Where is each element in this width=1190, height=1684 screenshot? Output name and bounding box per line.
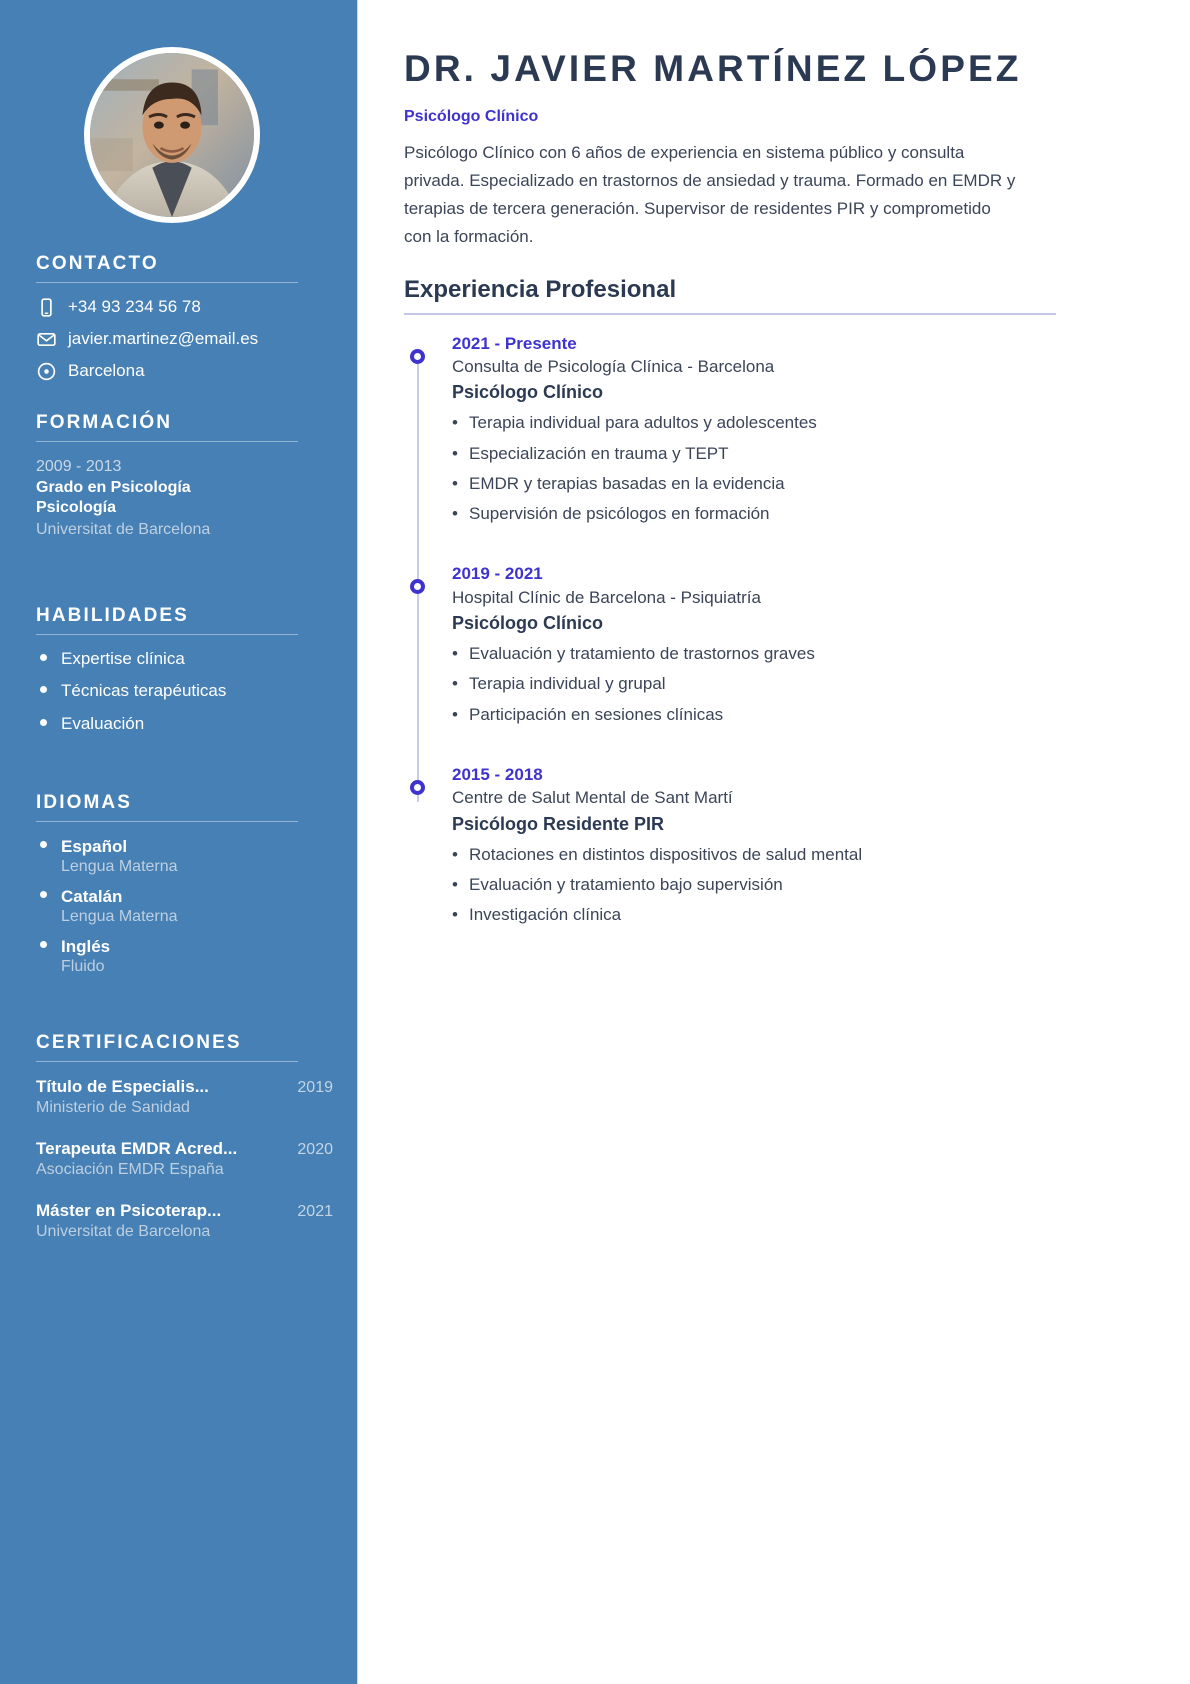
certification-item <box>36 1138 333 1181</box>
experience-dates: 2021 - Presente <box>452 333 577 353</box>
list-item: • Supervisión de psicólogos en formación <box>452 499 1090 529</box>
list-item: • Investigación clínica <box>452 900 1090 930</box>
skill-label: Evaluación <box>61 713 145 733</box>
list-item: • Terapia individual para adultos y adolescentes <box>452 408 1090 438</box>
divider <box>36 634 298 635</box>
experience-item <box>452 764 1090 930</box>
contact-item-phone[interactable] <box>36 297 333 318</box>
list-item <box>36 714 333 734</box>
certification-issuer: Universitat de Barcelona <box>36 1223 211 1241</box>
experience-position: Psicólogo Residente PIR <box>452 813 665 834</box>
list-item <box>36 936 333 978</box>
divider <box>36 441 298 442</box>
sidebar-heading-certifications: CERTIFICACIONES <box>36 1032 242 1054</box>
languages-list <box>36 836 333 978</box>
certification-name: Título de Especialis... <box>36 1077 209 1097</box>
certification-item <box>36 1200 333 1243</box>
certification-issuer: Ministerio de Sanidad <box>36 1099 190 1117</box>
language-level: Lengua Materna <box>61 908 178 926</box>
list-item <box>36 886 333 928</box>
bullet-icon <box>40 941 47 948</box>
job-title: Psicólogo Clínico <box>404 107 539 125</box>
spacer <box>36 545 333 575</box>
language-name: Español <box>61 836 128 856</box>
experience-position: Psicólogo Clínico <box>452 613 604 634</box>
experience-dates: 2019 - 2021 <box>452 564 543 584</box>
profile-photo-wrap <box>36 0 333 223</box>
experience-bullets <box>452 408 1090 529</box>
list-item: • EMDR y terapias basadas en la evidencia <box>452 469 1090 499</box>
divider <box>36 1061 298 1062</box>
certification-year: 2020 <box>297 1140 333 1158</box>
education-dates: 2009 - 2013 <box>36 458 122 475</box>
skill-label: Técnicas terapéuticas <box>61 681 227 701</box>
experience-bullets <box>452 639 1090 730</box>
spacer <box>36 986 333 1002</box>
education-item <box>36 456 333 541</box>
sidebar-heading-languages: IDIOMAS <box>36 791 132 813</box>
skills-list <box>36 649 333 734</box>
certification-year: 2019 <box>297 1079 333 1097</box>
list-item: • Participación en sesiones clínicas <box>452 700 1090 730</box>
avatar <box>84 47 260 223</box>
contact-item-email[interactable] <box>36 329 333 350</box>
list-item: • Evaluación y tratamiento de trastornos graves <box>452 639 1090 669</box>
language-level: Lengua Materna <box>61 858 178 876</box>
bullet-icon <box>40 841 47 848</box>
phone-icon <box>36 297 57 318</box>
bullet-icon <box>40 654 47 661</box>
experience-bullets <box>452 840 1090 931</box>
sidebar-heading-education: FORMACIÓN <box>36 412 173 433</box>
bullet-icon <box>40 686 47 693</box>
timeline-marker-icon <box>410 579 425 594</box>
certification-year: 2021 <box>297 1202 333 1220</box>
bullet-icon <box>40 891 47 898</box>
divider <box>36 282 298 283</box>
education-institution: Universitat de Barcelona <box>36 521 211 539</box>
spacer <box>36 746 333 762</box>
list-item: • Terapia individual y grupal <box>452 669 1090 699</box>
list-item <box>36 681 333 701</box>
contact-phone-value: +34 93 234 56 78 <box>68 297 201 317</box>
timeline-marker-icon <box>410 780 425 795</box>
list-item: • Especialización en trauma y TEPT <box>452 439 1090 469</box>
section-heading-experience: Experiencia Profesional <box>404 275 677 303</box>
divider <box>404 313 1056 315</box>
sidebar <box>0 0 358 1684</box>
certification-name: Máster en Psicoterap... <box>36 1200 222 1220</box>
divider <box>36 821 298 822</box>
main-content <box>358 0 1190 1684</box>
experience-company: Consulta de Psicología Clínica - Barcelona <box>452 356 775 376</box>
certification-issuer: Asociación EMDR España <box>36 1161 224 1179</box>
certification-item <box>36 1076 333 1119</box>
experience-dates: 2015 - 2018 <box>452 764 543 784</box>
list-item <box>36 649 333 669</box>
contact-list <box>36 297 333 382</box>
experience-item <box>452 563 1090 729</box>
list-item: • Rotaciones en distintos dispositivos de salud mental <box>452 840 1090 870</box>
location-pin-icon <box>36 361 57 382</box>
contact-location-value: Barcelona <box>68 361 145 381</box>
skill-label: Expertise clínica <box>61 648 185 668</box>
list-item <box>36 836 333 878</box>
timeline-marker-icon <box>410 349 425 364</box>
certifications-list <box>36 1076 333 1243</box>
experience-company: Hospital Clínic de Barcelona - Psiquiatría <box>452 587 761 607</box>
experience-company: Centre de Salut Mental de Sant Martí <box>452 788 733 808</box>
education-degree: Grado en Psicología <box>36 478 191 496</box>
professional-summary: Psicólogo Clínico con 6 años de experiencia en sistema público y consulta privada. Especializado en trastornos de ansiedad y trauma. Formado en EMDR y terapias de tercera generación. Supervisor de residentes PIR y comprometido con la formación. <box>404 142 1016 246</box>
language-level: Fluido <box>61 958 105 976</box>
experience-item <box>452 333 1090 530</box>
sidebar-heading-skills: HABILIDADES <box>36 604 189 626</box>
envelope-icon <box>36 329 57 350</box>
language-name: Inglés <box>61 937 111 957</box>
list-item: • Evaluación y tratamiento bajo supervisión <box>452 870 1090 900</box>
page-title: DR. JAVIER MARTÍNEZ LÓPEZ <box>404 48 1022 89</box>
contact-item-location[interactable] <box>36 361 333 382</box>
contact-email-value: javier.martinez@email.es <box>68 329 259 349</box>
certification-name: Terapeuta EMDR Acred... <box>36 1138 238 1158</box>
avatar-portrait-icon <box>90 53 254 217</box>
education-field: Psicología <box>36 499 117 517</box>
bullet-icon <box>40 719 47 726</box>
experience-timeline <box>404 333 1090 931</box>
experience-position: Psicólogo Clínico <box>452 382 604 403</box>
language-name: Catalán <box>61 887 123 906</box>
sidebar-heading-contact: CONTACTO <box>36 253 159 274</box>
